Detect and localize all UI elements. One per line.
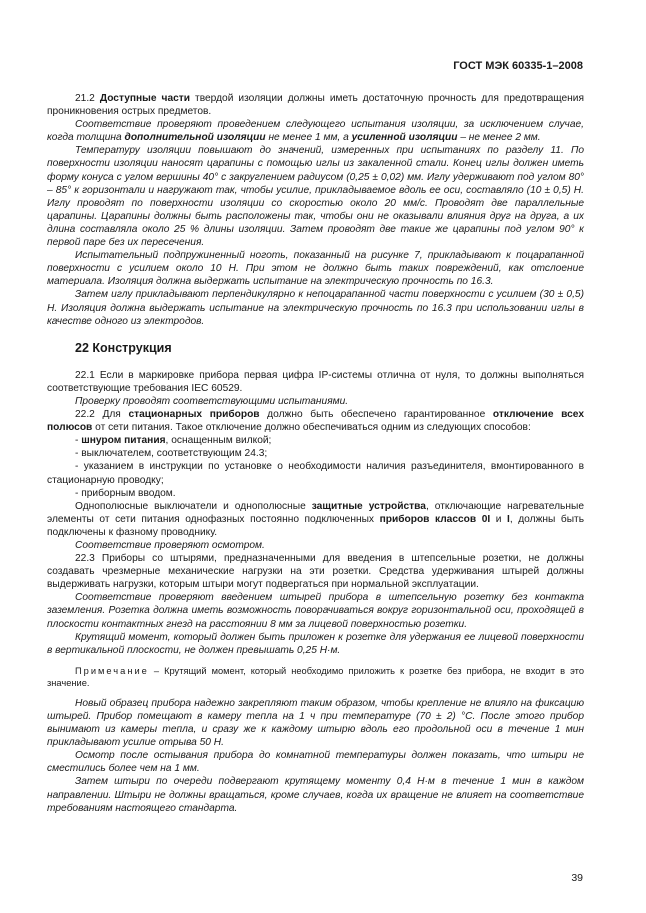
paragraph-heat-test: Новый образец прибора надежно закрепляют таким образом, чтобы крепление не влияло на фиксацию штырей. Прибор помещают в камеру тепла на 1 ч при температуре (70 ± 2) °С. После этого прибор вынимают из камеры тепла, и сразу же к каждому штырю вдоль его продольной оси в течение 1 мин прикладывают усилие отрыва 50 Н. bbox=[47, 697, 584, 749]
paragraph-socket-test: Соответствие проверяют введением штырей прибора в штепсельную розетку без контакта заземления. Розетка должна иметь возможность поворачиваться вокруг горизонтальной оси, проходящей в плоскости контактных гнезд на расстоянии 8 мм за лицевой поверхностью розетки. bbox=[47, 592, 584, 630]
note-label: Примечание bbox=[75, 665, 149, 676]
term-class-0I-appliances: приборов классов 0I bbox=[379, 513, 491, 525]
paragraph-text: , должны быть подключены к фазному проводнику. bbox=[47, 513, 585, 538]
note-text: – Крутящий момент, который необходимо приложить к розетке без прибора, не входит в это значение. bbox=[47, 665, 584, 688]
paragraph-needle-electrode: Затем иглу прикладывают перпендикулярно к непоцарапанной части поверхности с усилием (30 ± 0,5) Н. Изоляция должна выдержать испытание на электрическую прочность по 16.3 при использовании иглы в качестве одного из электродов. bbox=[47, 289, 584, 327]
paragraph-test-nail: Испытательный подпружиненный ноготь, показанный на рисунке 7, прикладывают к поцарапанной поверхности с усилием около 10 Н. При этом не должно быть таких повреждений, как отслоение материала. Изоляция должна выдержать испытание на электрическую прочность по 16.3. bbox=[47, 250, 584, 288]
list-item-instruction: - указанием в инструкции по установке о необходимости наличия разъединителя, вмонтированного в стационарную проводку; bbox=[47, 461, 584, 486]
paragraph-text: не менее 1 мм, а bbox=[265, 132, 352, 144]
paragraph-21-2 bbox=[47, 92, 584, 118]
paragraph-compliance-22-1: Проверку проводят соответствующими испытаниями. bbox=[75, 395, 349, 407]
paragraph-text: Соответствие проверяют проведением следующего испытания изоляции, за исключением случае, когда толщина bbox=[47, 119, 584, 144]
list-item-switch: - выключателем, соответствующим 24.3; bbox=[75, 448, 268, 460]
paragraph-pin-rotation: Затем штыри по очереди подвергают крутящему моменту 0,4 Н·м в течение 1 мин в каждом направлении. Штыри не должны вращаться, кроме случаев, когда их вращение не влияет на соответствие требованиям настоящего стандарта. bbox=[47, 776, 584, 814]
paragraph-text: , отключающие нагревательные элементы от сети питания однофазных постоянно подключенных bbox=[47, 500, 584, 525]
term-all-pole-disconnection: отключение всех полюсов bbox=[47, 409, 584, 434]
term-supply-cord: шнуром питания bbox=[81, 435, 166, 447]
paragraph-text: и bbox=[490, 513, 508, 525]
paragraph-22-2 bbox=[47, 408, 584, 434]
paragraph-scratch-test: Температуру изоляции повышают до значений, измеренных при испытаниях по разделу 11. По поверхности изоляции наносят царапины с помощью иглы из закаленной стали. Конец иглы должен иметь форму конуса с углом вершины 40° с закруглением радиусом (0,25 ± 0,02) мм. Иглу удерживают под углом 80° – 85° к горизонтали и нагружают так, чтобы усилие, прикладываемое вдоль ее оси, составляло (10 ± 0,5) Н. Иглу проводят по поверхности изоляции со скоростью около 20 мм/с. Проводят две параллельные царапины. Царапины должны быть расположены так, чтобы они не оказывали влияния друг на друга, а их длина составляла около 25 % длины изоляции. Затем проводят две такие же царапины под углом 90° к первой паре без их пересечения. bbox=[47, 145, 584, 249]
note bbox=[47, 665, 584, 689]
paragraph-text: Однополюсные выключатели и однополюсные bbox=[75, 500, 312, 512]
paragraph-text: твердой изоляции должны иметь достаточную прочность для предотвращения проникновения острых предметов. bbox=[47, 93, 585, 118]
term-supplementary-insulation: дополнительной изоляции bbox=[124, 132, 266, 144]
term-protective-devices: защитные устройства bbox=[311, 500, 426, 512]
term-accessible-parts: Доступные части bbox=[99, 93, 191, 104]
paragraph-22-3: 22.3 Приборы со штырями, предназначенными для введения в штепсельные розетки, не должны создавать чрезмерные механические нагрузки на эти розетки. Средства удерживания штырей должны выдерживать нагрузки, которым штыри могут подвергаться при нормальной эксплуатации. bbox=[47, 553, 584, 591]
list-dash: - bbox=[75, 435, 82, 447]
list-item-appliance-inlet: - приборным вводом. bbox=[75, 487, 176, 499]
paragraph-text: , оснащенным вилкой; bbox=[165, 435, 272, 447]
document-header: ГОСТ МЭК 60335-1–2008 bbox=[453, 60, 583, 72]
page-number: 39 bbox=[571, 872, 583, 884]
paragraph-text: 22.2 Для bbox=[75, 409, 129, 421]
paragraph-text: от сети питания. Такое отключение должно обеспечиваться одним из следующих способов: bbox=[92, 422, 531, 434]
section-heading-22: 22 Конструкция bbox=[75, 340, 172, 355]
clause-number: 21.2 bbox=[75, 93, 100, 104]
term-stationary-appliances: стационарных приборов bbox=[128, 409, 260, 421]
page-content bbox=[47, 92, 584, 815]
paragraph-text: – не менее 2 мм. bbox=[457, 132, 541, 144]
term-reinforced-insulation: усиленной изоляции bbox=[351, 132, 458, 144]
term-class-I: I bbox=[507, 513, 510, 525]
list-item-supply-cord bbox=[47, 434, 584, 447]
paragraph-text: должно быть обеспечено гарантированное bbox=[259, 409, 493, 421]
paragraph-single-pole bbox=[47, 500, 584, 539]
paragraph-compliance-inspection: Соответствие проверяют осмотром. bbox=[75, 540, 265, 551]
paragraph-torque: Крутящий момент, который должен быть приложен к розетке для удержания ее лицевой поверхности в вертикальной плоскости, не должен превышать 0,25 Н·м. bbox=[47, 631, 584, 656]
paragraph-pin-displacement: Осмотр после остывания прибора до комнатной температуры должен показать, что штыри не сместились более чем на 1 мм. bbox=[47, 750, 584, 775]
paragraph-compliance-21-2 bbox=[47, 118, 584, 144]
paragraph-22-1: 22.1 Если в маркировке прибора первая цифра IP-системы отлична от нуля, то должны выполняться соответствующие требования IEC 60529. bbox=[47, 369, 584, 394]
